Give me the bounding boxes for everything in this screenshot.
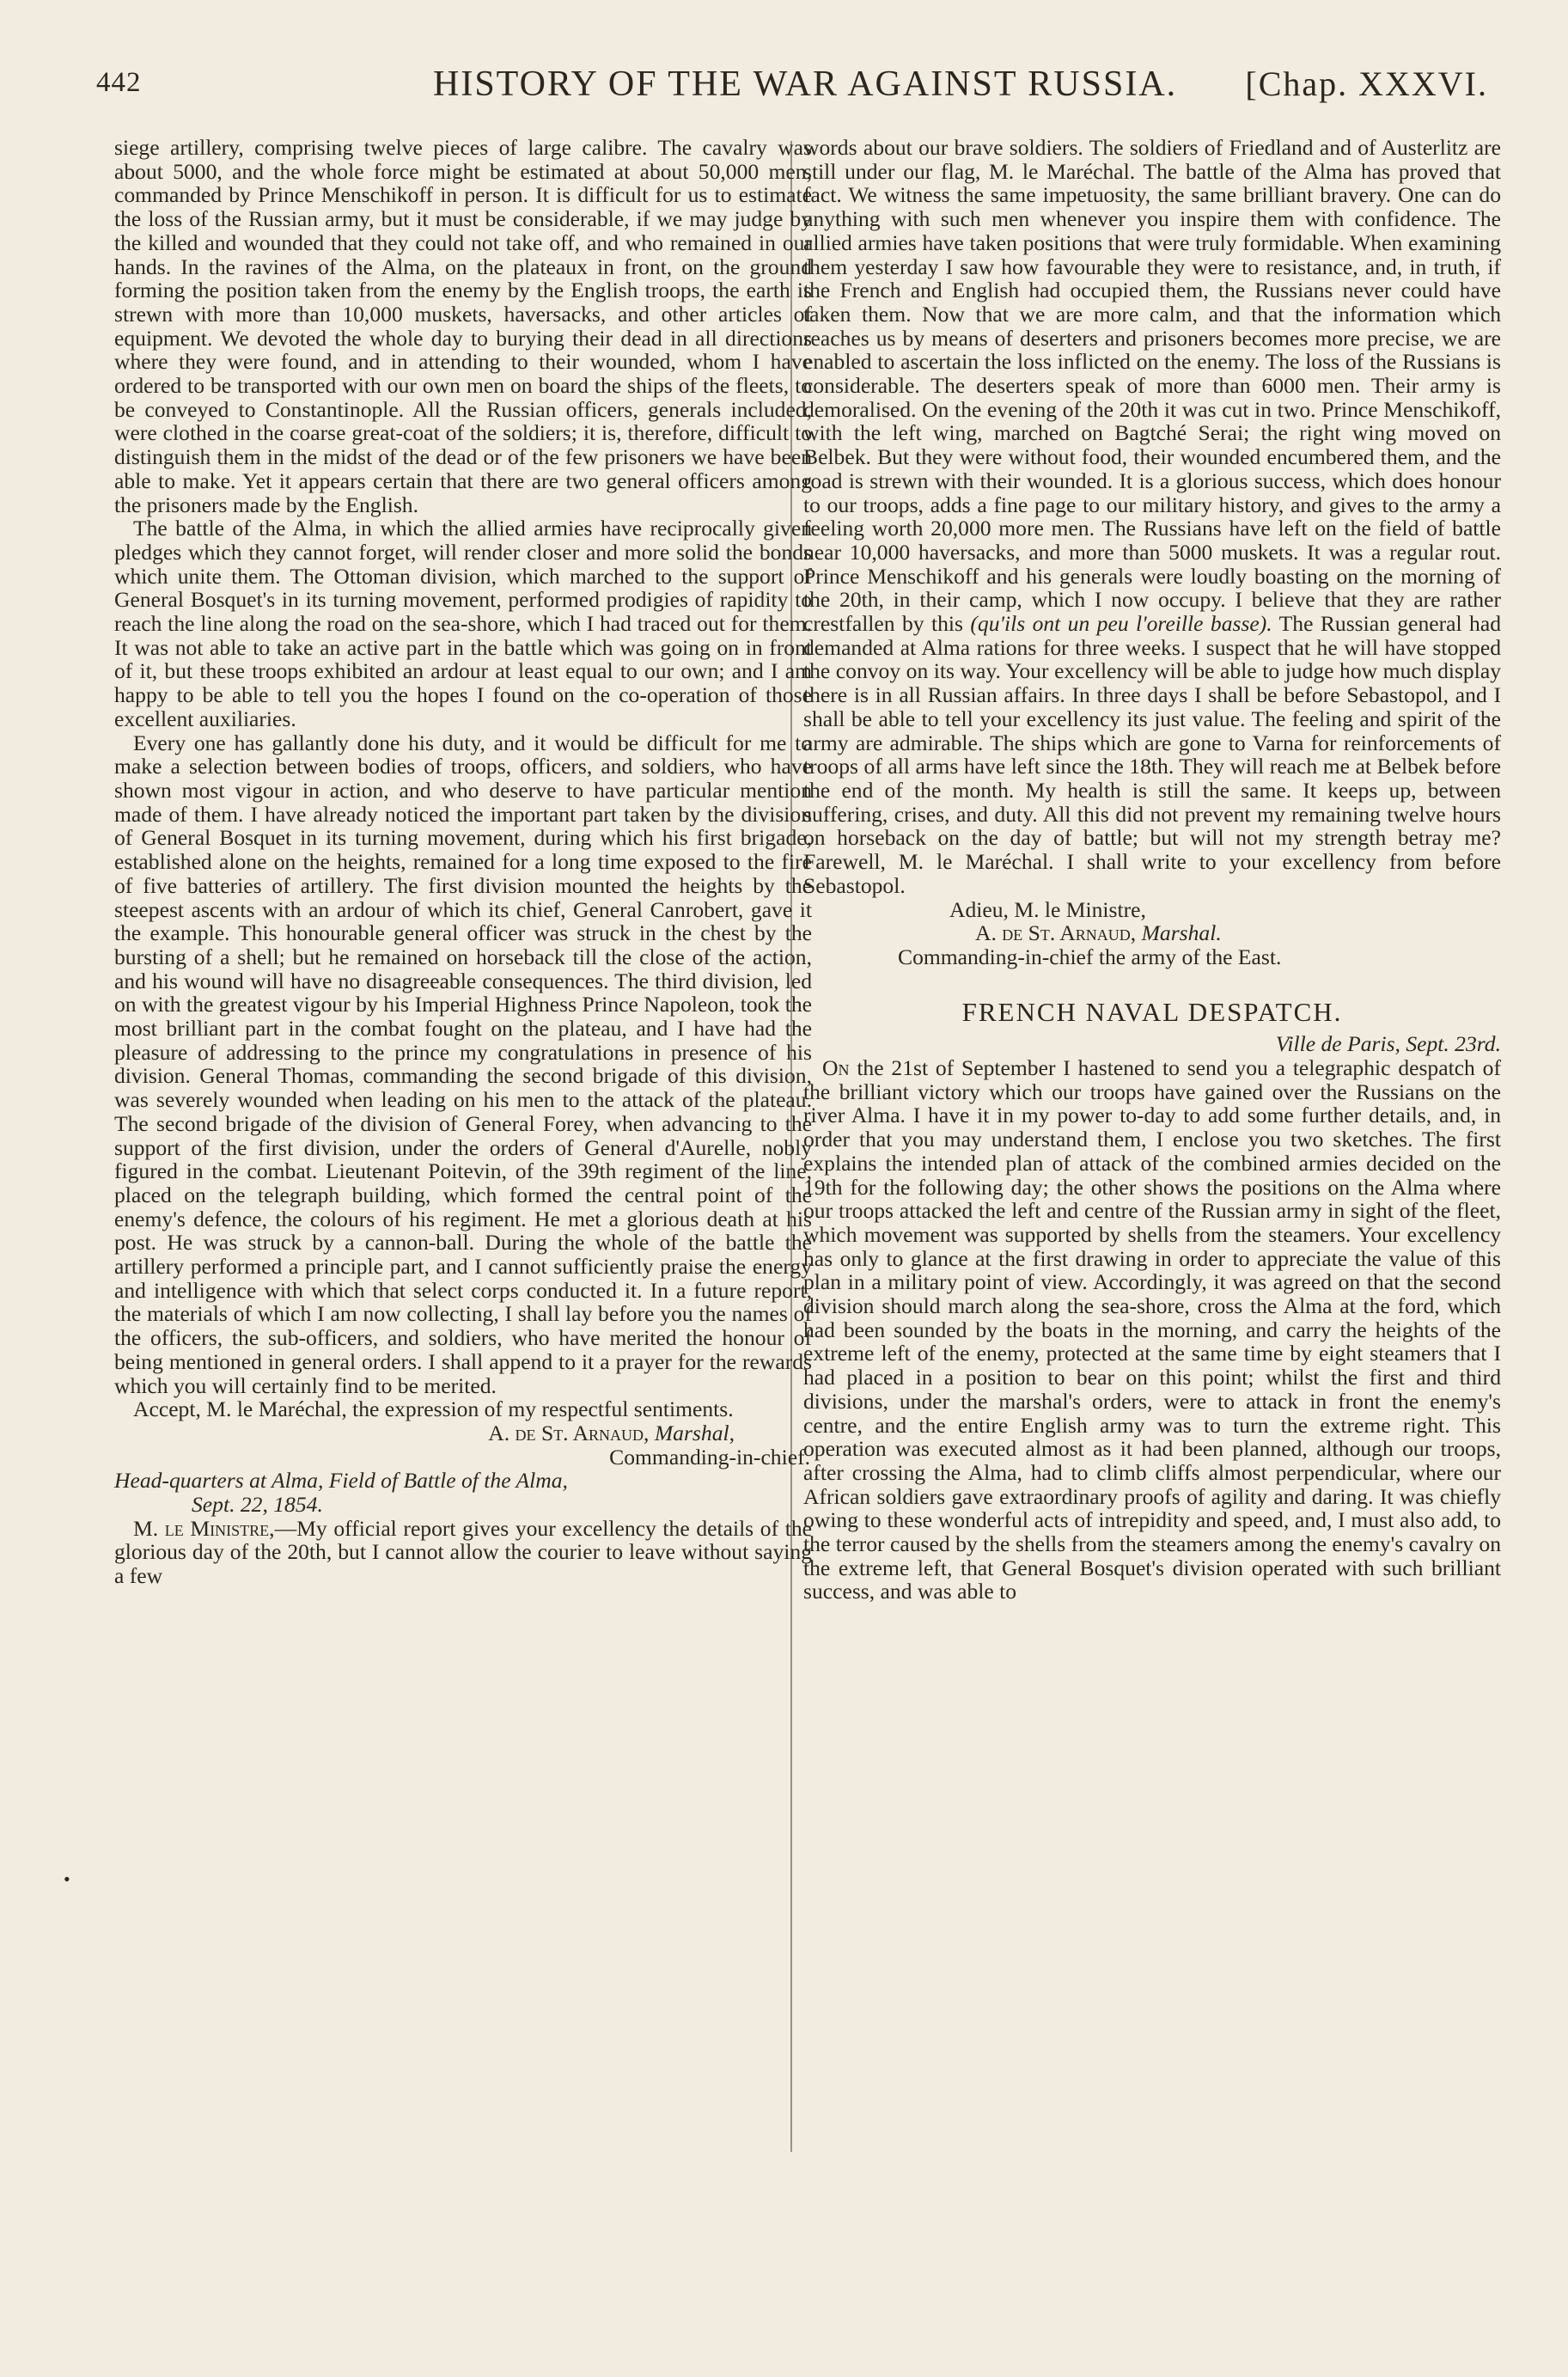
dateline: Ville de Paris, Sept. 23rd. bbox=[1275, 1031, 1501, 1057]
paragraph-text: The Russian general had demanded at Alma rations for three weeks. I suspect that he will have stopped the convoy on its way. Your excellency will be able to judge how much display there is in all Russian affairs. In three days I shall be before Sebastopol, and I shall be able to tell your excellency its just value. The feeling and spirit of the army are admirable. The ships which are gone to Varna for reinforcements of troops of all arms have left since the 18th. They will reach me at Belbek before the end of the month. My health is still the same. It keeps up, between suffering, crises, and duty. All this did not prevent my remaining twelve hours on horseback on the day of battle; but will not my strength betray me? Farewell, M. le Maréchal. I shall write to your excellency from before Sebastopol. bbox=[803, 611, 1501, 898]
dateline-heading: Head-quarters at Alma, Field of Battle of the Alma, bbox=[114, 1468, 568, 1494]
paragraph-text: the 21st of September I hastened to send you a telegraphic despatch of the brilliant victory which our troops have gained over the Russians on the river Alma. I have it in my power to-day to add some further details, and, in order that you may understand them, I enclose you two sketches. The first explains the intended plan of attack of the combined armies decided on the 19th for the following day; the other shows the positions on the Alma where our troops attacked the left and centre of the Russian army in sight of the fleet, which movement was supported by shells from the steamers. Your excellency has only to glance at the first drawing in order to appreciate the value of this plan in a military point of view. Accordingly, it was agreed on that the second division should march along the sea-shore, cross the Alma at the ford, which had been sounded by the boats in the morning, and carry the heights of the extreme left of the enemy, protected at the same time by eight steamers that I had placed in a position to bear on this point; whilst the first and third divisions, under the marshal's orders, were to attack in front the enemy's centre, and the entire English army was to turn the extreme right. This operation was executed almost as it had been planned, although our troops, after crossing the Alma, had to climb cliffs almost perpendicular, where our African soldiers gave extraordinary proofs of agility and daring. It was chiefly owing to these wonderful acts of intrepidity and speed, and, I must also add, to the terror caused by the shells from the steamers among the enemy's cavalry on the extreme left, that General Bosquet's division operated with such brilliant success, and was able to bbox=[803, 1055, 1501, 1604]
salutation: M. le Ministre, bbox=[133, 1515, 275, 1541]
signature-name: A. de St. Arnaud, bbox=[488, 1420, 650, 1445]
paragraph-text: words about our brave soldiers. The soldiers of Friedland and of Austerlitz are still under our flag, M. le Maréchal. The battle of the Alma has proved that fact. We witness the same impetuosity, the same brilliant bravery. One can do anything with such men whenever you inspire them with confidence. The allied armies have taken positions that were truly formidable. When examining them yesterday I saw how favourable they were to resistance, and, in truth, if the French and English had occupied them, the Russians never could have taken them. Now that we are more calm, and that the information which reaches us by means of deserters and prisoners becomes more precise, we are enabled to ascertain the loss inflicted on the enemy. The loss of the Russians is considerable. The deserters speak of more than 6000 men. Their army is demoralised. On the evening of the 20th it was cut in two. Prince Menschikoff, with the left wing, marched on Bagtché Serai; the right wing moved on Belbek. But they were without food, their wounded encumbered them, and the road is strewn with their wounded. It is a glorious success, which does honour to our troops, adds a fine page to our military history, and gives to the army a feeling worth 20,000 more men. The Russians have left on the field of battle near 10,000 haversacks, and more than 5000 muskets. It was a regular rout. Prince Menschikoff and his generals were loudly boasting on the morning of the 20th, in their camp, which I now occupy. I believe that they are rather crestfallen by this bbox=[803, 135, 1501, 637]
signature-line bbox=[803, 921, 1501, 945]
signature-line bbox=[114, 1421, 812, 1445]
chapter-label: [Chap. XXXVI. bbox=[1245, 64, 1488, 103]
section-title: FRENCH NAVAL DESPATCH. bbox=[961, 996, 1343, 1027]
page-header bbox=[96, 64, 1488, 119]
signature-role: Commanding-in-chief. bbox=[609, 1444, 810, 1470]
paragraph bbox=[114, 1517, 812, 1588]
closing-line: Adieu, M. le Ministre, bbox=[949, 896, 1146, 922]
paragraph-text: —My official report gives your excellency the details of the glorious day of the 20th, but I cannot allow the courier to leave without saying a few bbox=[114, 1515, 813, 1589]
drop-word: On bbox=[822, 1055, 850, 1081]
italic-phrase: (qu'ils ont un peu l'oreille basse). bbox=[970, 611, 1272, 637]
paragraph: The battle of the Alma, in which the allied armies have reciprocally given pledges which they cannot forget, will render closer and more solid the bonds which unite them. The Ottoman division, which marched to the support of General Bosquet's in its turning movement, performed prodigies of rapidity to reach the line along the road on the sea-shore, which I had traced out for them. It was not able to take an active part in the battle which was going on in front of it, but these troops exhibited an ardour at least equal to our own; and I am happy to be able to tell you the hopes I found on the co-operation of those excellent auxiliaries. bbox=[114, 516, 812, 731]
paragraph bbox=[803, 136, 1501, 898]
dateline-date: Sept. 22, 1854. bbox=[192, 1492, 323, 1518]
signature-name: A. de St. Arnaud, bbox=[975, 920, 1137, 946]
paragraph: Every one has gallantly done his duty, and it would be difficult for me to make a selection between bodies of troops, officers, and soldiers, who have shown most vigour in action, and who deserve to have particular mention made of them. I have already noticed the important part taken by the division of General Bosquet in its turning movement, during which his first brigade, established alone on the heights, remained for a long time exposed to the fire of five batteries of artillery. The first division mounted the heights by the steepest ascents with an ardour of which its chief, General Canrobert, gave it the example. This honourable general officer was struck in the chest by the bursting of a shell; but he remained on horseback till the close of the action, and his wound will have no disagreeable consequences. The third division, led on with the greatest vigour by his Imperial Highness Prince Napoleon, took the most brilliant part in the combat fought on the plateau, and I have had the pleasure of addressing to the prince my congratulations in presence of his division. General Thomas, commanding the second brigade of this division, was severely wounded when leading on his men to the attack of the plateau. The second brigade of the division of General Forey, when advancing to the support of the first division, under the orders of General d'Aurelle, nobly figured in the combat. Lieutenant Poitevin, of the 39th regiment of the line, placed on the telegraph building, which formed the central point of the enemy's defence, the colours of his regiment. He met a glorious death at his post. He was struck by a cannon-ball. During the whole of the battle the artillery performed a principle part, and I cannot sufficiently praise the energy and intelligence with which that select corps conducted it. In a future report, the materials of which I am now collecting, I shall lay before you the names of the officers, the sub-officers, and soldiers, who have merited the honour of being mentioned in general orders. I shall append to it a prayer for the rewards which you will certainly find to be merited. bbox=[114, 730, 812, 1398]
signature-title: Marshal, bbox=[654, 1420, 735, 1445]
page-number: 442 bbox=[96, 67, 142, 98]
margin-mark: • bbox=[64, 1868, 70, 1890]
running-title: HISTORY OF THE WAR AGAINST RUSSIA. bbox=[433, 64, 1178, 104]
right-column bbox=[803, 136, 1501, 1604]
paragraph bbox=[803, 1056, 1501, 1604]
paragraph: Accept, M. le Maréchal, the expression of my respectful sentiments. bbox=[133, 1396, 734, 1422]
signature-role: Commanding-in-chief the army of the East. bbox=[898, 944, 1282, 969]
signature-title: Marshal. bbox=[1141, 920, 1222, 946]
paragraph: siege artillery, comprising twelve pieces of large calibre. The cavalry was about 5000, and the whole force might be estimated at about 50,000 men, commanded by Prince Menschikoff in person. It is difficult for us to estimate the loss of the Russian army, but it must be considerable, if we may judge by the killed and wounded that they could not take off, and who remained in our hands. In the ravines of the Alma, on the plateaux in front, on the ground forming the position taken from the enemy by the English troops, the earth is strewn with more than 10,000 muskets, haversacks, and other articles of equipment. We devoted the whole day to burying their dead in all directions where they were found, and in attending to their wounded, whom I have ordered to be transported with our own men on board the ships of the fleets, to be conveyed to Constantinople. All the Russian officers, generals included, were clothed in the coarse great-coat of the soldiers; it is, therefore, difficult to distinguish them in the midst of the dead or of the few prisoners we have been able to make. Yet it appears certain that there are two general officers among the prisoners made by the English. bbox=[114, 135, 812, 517]
left-column bbox=[114, 136, 812, 1588]
